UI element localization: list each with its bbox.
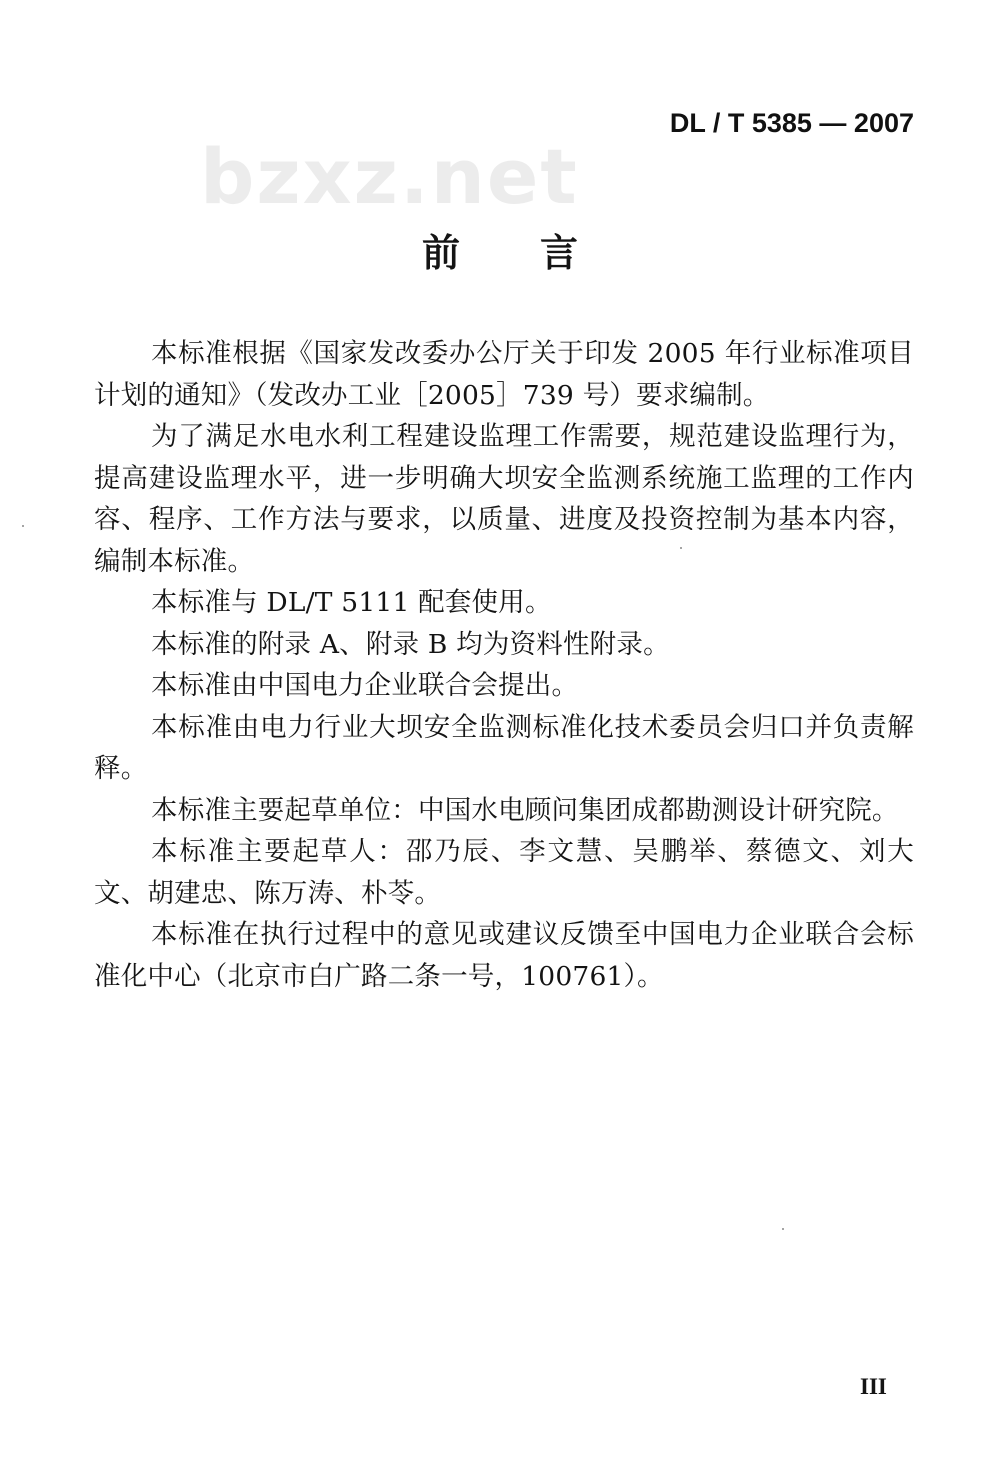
standard-code: DL / T 5385 — 2007 — [669, 108, 914, 138]
page-number: III — [860, 1374, 887, 1399]
paragraph-proposer: 本标准由中国电力企业联合会提出。 — [151, 670, 579, 701]
paragraph-companion-standard: 本标准与 DL/T 5111 配套使用。 — [151, 587, 552, 618]
paragraph-drafting-unit: 本标准主要起草单位：中国水电顾问集团成都勘测设计研究院。 — [151, 794, 899, 826]
scan-speck — [680, 547, 682, 549]
paragraph-drafters: 本标准主要起草人：邵乃辰、李文慧、吴鹏举、蔡德文、刘大文、胡建忠、陈万涛、朴苓。 — [94, 836, 914, 909]
scan-speck — [22, 525, 24, 527]
paragraph-purpose: 为了满足水电水利工程建设监理工作需要，规范建设监理行为，提高建设监理水平，进一步明确大坝安全监测系统施工监理的工作内容、程序、工作方法与要求，以质量、进度及投资控制为基本内容，编制本标准。 — [94, 421, 914, 577]
paragraph-basis: 本标准根据《国家发改委办公厅关于印发 2005 年行业标准项目计划的通知》（发改办工业［2005］739 号）要求编制。 — [94, 338, 914, 411]
watermark: bzxz.net — [200, 132, 579, 221]
paragraph-interpretation: 本标准由电力行业大坝安全监测标准化技术委员会归口并负责解释。 — [94, 711, 914, 784]
paragraph-appendices: 本标准的附录 A、附录 B 均为资料性附录。 — [151, 628, 670, 660]
foreword-body — [94, 333, 914, 997]
paragraph-feedback: 本标准在执行过程中的意见或建议反馈至中国电力企业联合会标准化中心（北京市白广路二条一号，100761）。 — [94, 919, 914, 992]
page-title: 前言 — [421, 231, 658, 275]
scan-speck — [782, 1228, 784, 1230]
